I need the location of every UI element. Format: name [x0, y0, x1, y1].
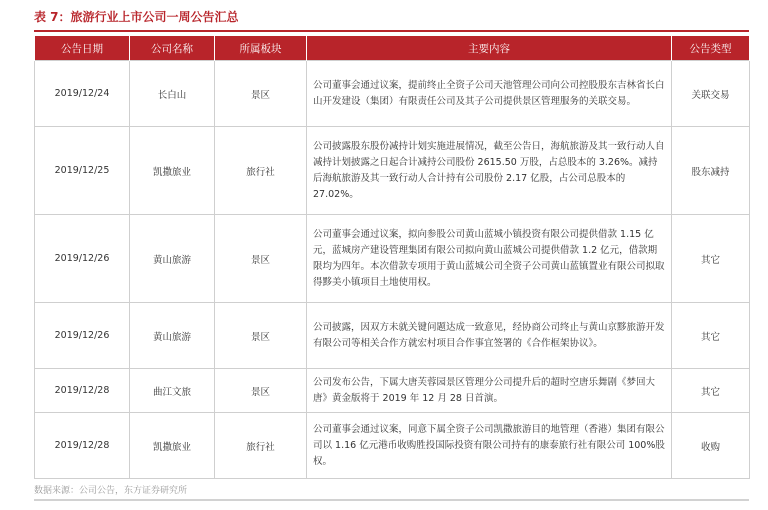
cell-date: 2019/12/28: [35, 369, 130, 413]
title-bar: [34, 6, 749, 32]
cell-company: 凯撒旅业: [130, 127, 215, 215]
bottom-divider: [34, 499, 749, 501]
cell-company: 长白山: [130, 61, 215, 127]
cell-date: 2019/12/24: [35, 61, 130, 127]
cell-content: 公司披露，因双方未就关键问题达成一致意见，经协商公司终止与黄山京黟旅游开发有限公司等相关合作方就宏村项目合作事宜签署的《合作框架协议》。: [307, 303, 672, 369]
table-title: 表 7：旅游行业上市公司一周公告汇总: [34, 10, 239, 24]
header-company: 公司名称: [130, 36, 215, 61]
cell-company: 黄山旅游: [130, 215, 215, 303]
table-header-row: [35, 36, 750, 61]
cell-sector: 景区: [215, 303, 307, 369]
cell-content: 公司董事会通过议案，同意下属全资子公司凯撒旅游目的地管理（香港）集团有限公司以 1.16 亿元港币收购胜投国际投资有限公司持有的康泰旅行社有限公司 100%股权。: [307, 413, 672, 479]
header-date: 公告日期: [35, 36, 130, 61]
table-row: [35, 127, 750, 215]
table-row: [35, 303, 750, 369]
cell-date: 2019/12/26: [35, 303, 130, 369]
cell-type: 收购: [672, 413, 750, 479]
cell-date: 2019/12/28: [35, 413, 130, 479]
cell-date: 2019/12/26: [35, 215, 130, 303]
cell-type: 其它: [672, 303, 750, 369]
cell-type: 关联交易: [672, 61, 750, 127]
cell-type: 其它: [672, 369, 750, 413]
cell-sector: 旅行社: [215, 413, 307, 479]
table-row: [35, 61, 750, 127]
source-note: 数据来源：公司公告，东方证券研究所: [34, 486, 188, 496]
cell-content: 公司发布公告，下属大唐芙蓉园景区管理分公司提升后的超时空唐乐舞剧《梦回大唐》黄金版将于 2019 年 12 月 28 日首演。: [307, 369, 672, 413]
table-row: [35, 369, 750, 413]
cell-type: 其它: [672, 215, 750, 303]
header-sector: 所属板块: [215, 36, 307, 61]
cell-type: 股东减持: [672, 127, 750, 215]
cell-company: 曲江文旅: [130, 369, 215, 413]
header-type: 公告类型: [672, 36, 750, 61]
cell-date: 2019/12/25: [35, 127, 130, 215]
cell-content: 公司披露股东股份减持计划实施进展情况，截至公告日，海航旅游及其一致行动人自减持计划披露之日起合计减持公司股份 2615.50 万股，占总股本的 3.26%。减持后海航旅游及其一致行动人合计持有公司股份 2.17 亿股，占公司总股本的 27.02%。: [307, 127, 672, 215]
cell-sector: 景区: [215, 61, 307, 127]
table-row: [35, 413, 750, 479]
cell-sector: 景区: [215, 215, 307, 303]
header-content: 主要内容: [307, 36, 672, 61]
cell-company: 黄山旅游: [130, 303, 215, 369]
cell-sector: 景区: [215, 369, 307, 413]
cell-content: 公司董事会通过议案，提前终止全资子公司天池管理公司向公司控股股东吉林省长白山开发建设（集团）有限责任公司及其子公司提供景区管理服务的关联交易。: [307, 61, 672, 127]
cell-content: 公司董事会通过议案，拟向参股公司黄山蓝城小镇投资有限公司提供借款 1.15 亿元，蓝城房产建设管理集团有限公司拟向黄山蓝城公司提供借款 1.2 亿元，借款期限均为四年。本次借款专项用于黄山蓝城公司全资子公司黄山蓝镇置业有限公司拟取得黟美小镇项目土地使用权。: [307, 215, 672, 303]
table-row: [35, 215, 750, 303]
cell-company: 凯撒旅业: [130, 413, 215, 479]
announcement-table: [34, 36, 750, 479]
cell-sector: 旅行社: [215, 127, 307, 215]
